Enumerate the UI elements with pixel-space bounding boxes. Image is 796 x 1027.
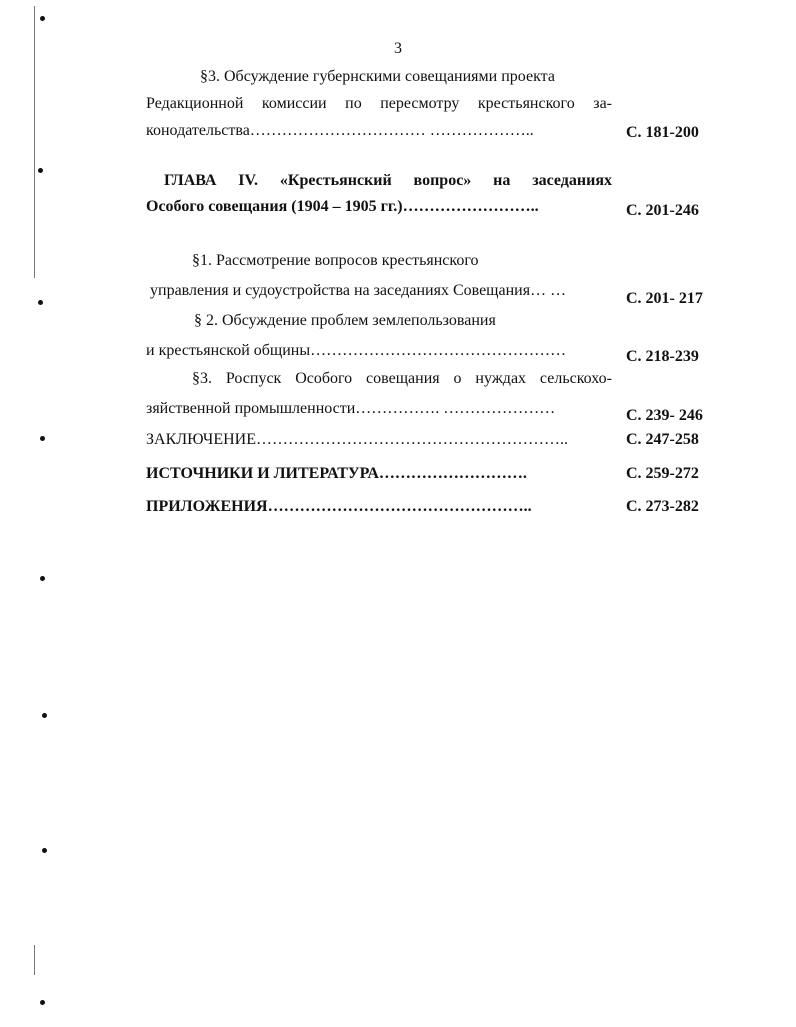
chapter-heading-line1: ГЛАВА IV. «Крестьянский вопрос» на заседаниях bbox=[164, 172, 612, 189]
binding-hole-dot bbox=[38, 300, 43, 305]
toc-entry-sec3-gub-line2: Редакционной комиссии по пересмотру крестьянского за- bbox=[146, 95, 612, 112]
toc-pages-sec1: С. 201- 217 bbox=[626, 290, 703, 307]
toc-entry-sec2-line1: § 2. Обсуждение проблем землепользования bbox=[194, 312, 496, 329]
scan-edge-line bbox=[34, 945, 35, 975]
toc-entry-sec3-gub-line3: конодательства…………………………… ……………….. bbox=[146, 122, 534, 139]
toc-entry-sec2-line2: и крестьянской общины………………………………………… bbox=[146, 342, 567, 359]
toc-entry-sec1-line2: управления и судоустройства на заседаниях Совещания… … bbox=[150, 282, 567, 299]
toc-entry-sec3-line1: §3. Роспуск Особого совещания о нуждах сельскохо- bbox=[192, 370, 612, 387]
binding-hole-dot bbox=[40, 436, 45, 441]
toc-pages-conclusion: С. 247-258 bbox=[626, 431, 699, 448]
chapter-heading-line2: Особого совещания (1904 – 1905 гг.)…………………….. bbox=[146, 198, 539, 215]
toc-pages-chapter4: С. 201-246 bbox=[626, 202, 699, 219]
toc-pages-sec2: С. 218-239 bbox=[626, 348, 699, 365]
binding-hole-dot bbox=[40, 1000, 45, 1005]
toc-pages-appendix: С. 273-282 bbox=[626, 498, 699, 515]
binding-hole-dot bbox=[38, 168, 43, 173]
toc-pages-sources: С. 259-272 bbox=[626, 465, 699, 482]
toc-entry-sec3-gub-line1: §3. Обсуждение губернскими совещаниями проекта bbox=[200, 68, 555, 85]
toc-entry-sec1-line1: §1. Рассмотрение вопросов крестьянского bbox=[192, 252, 479, 269]
binding-hole-dot bbox=[40, 16, 45, 21]
toc-entry-conclusion: ЗАКЛЮЧЕНИЕ………………………………………………….. bbox=[146, 431, 568, 448]
binding-hole-dot bbox=[42, 848, 47, 853]
toc-entry-sources: ИСТОЧНИКИ И ЛИТЕРАТУРА………………………. bbox=[146, 465, 527, 482]
toc-pages-sec3: С. 239- 246 bbox=[626, 407, 703, 424]
page-number: 3 bbox=[394, 40, 402, 57]
binding-hole-dot bbox=[42, 713, 47, 718]
binding-hole-dot bbox=[40, 576, 45, 581]
toc-pages-sec3-gub: С. 181-200 bbox=[626, 124, 699, 141]
toc-entry-sec3-line2: зяйственной промышленности……………. ………………… bbox=[146, 400, 556, 417]
toc-entry-appendix: ПРИЛОЖЕНИЯ………………………………………….. bbox=[146, 498, 532, 515]
